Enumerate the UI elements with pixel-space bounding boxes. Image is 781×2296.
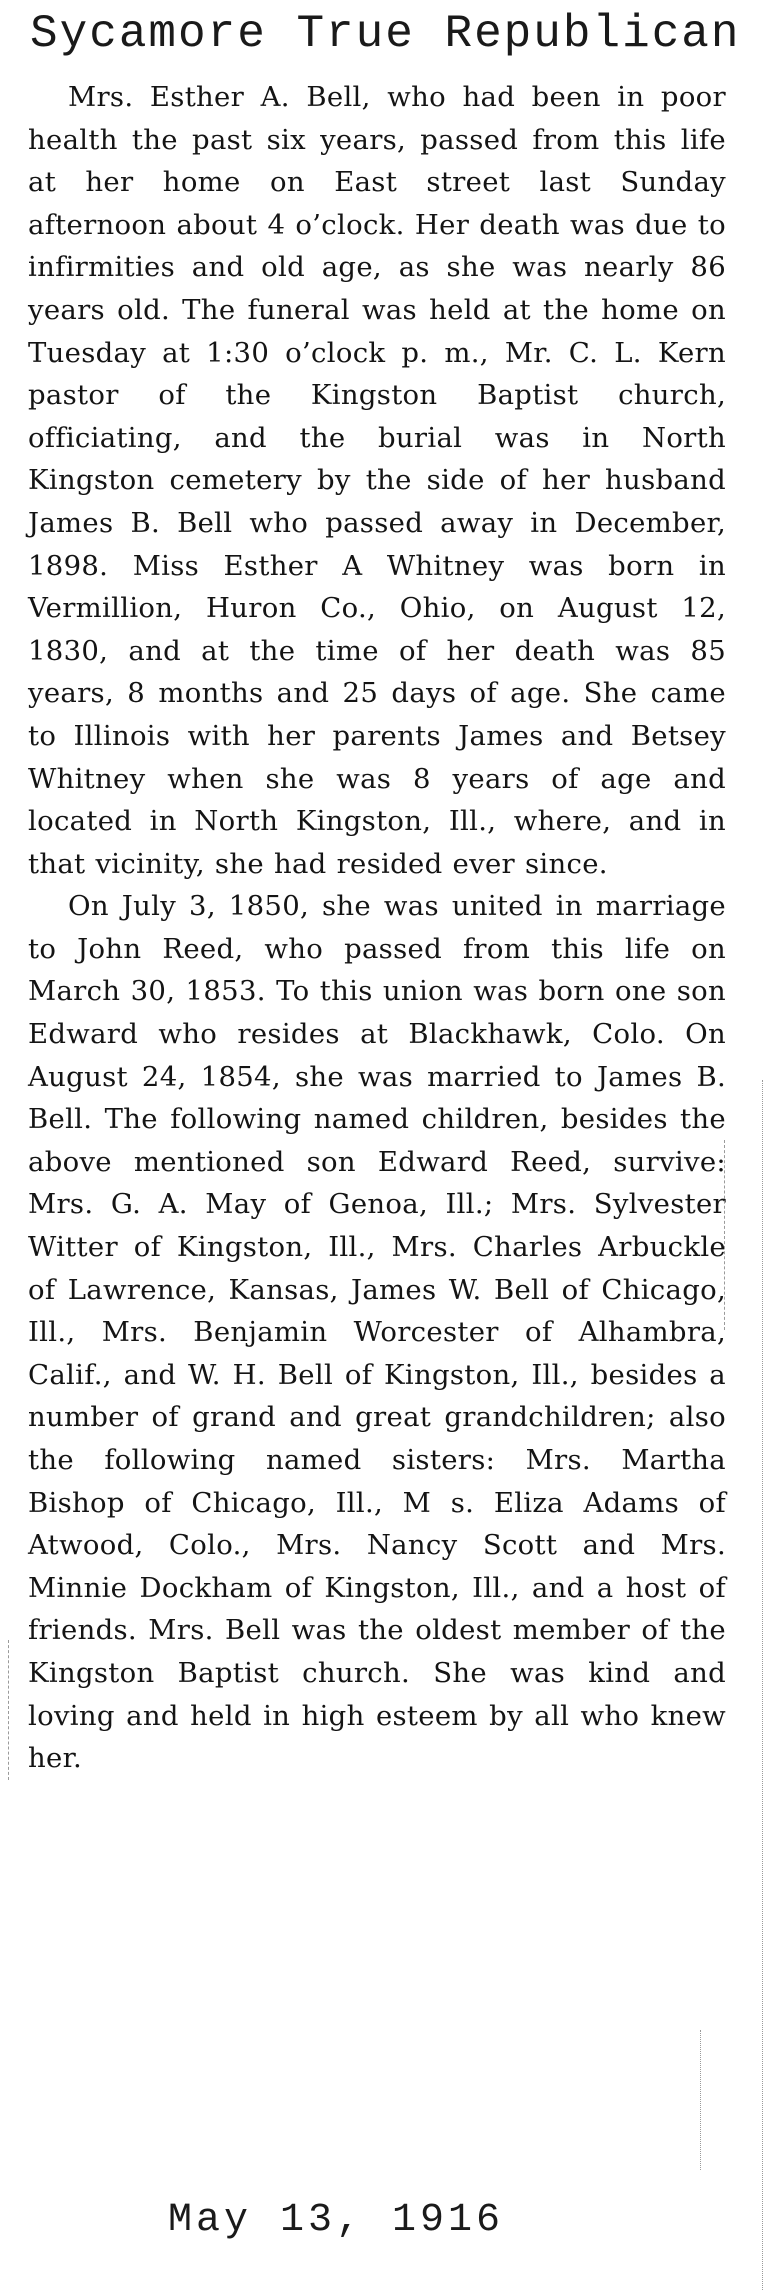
column-rule	[724, 1140, 725, 1330]
newspaper-masthead: Sycamore True Republican	[30, 8, 741, 60]
obituary-article	[28, 76, 726, 1780]
column-rule	[8, 1640, 9, 1780]
article-paragraph-2: On July 3, 1850, she was united in marriage to John Reed, who passed from this life on March 30, 1853. To this union was born one son Edward who resides at Blackhawk, Colo. On August 24, 1854, she was married to James B. Bell. The following named children, besides the above mentioned son Edward Reed, survive: Mrs. G. A. May of Genoa, Ill.; Mrs. Sylvester Witter of Kingston, Ill., Mrs. Charles Arbuckle of Lawrence, Kansas, James W. Bell of Chicago, Ill., Mrs. Benjamin Worcester of Alhambra, Calif., and W. H. Bell of Kingston, Ill., besides a number of grand and great grandchildren; also the following named sisters: Mrs. Martha Bishop of Chicago, Ill., M s. Eliza Adams of Atwood, Colo., Mrs. Nancy Scott and Mrs. Minnie Dockham of Kingston, Ill., and a host of friends. Mrs. Bell was the oldest member of the Kingston Baptist church. She was kind and loving and held in high esteem by all who knew her.	[28, 890, 726, 1775]
column-rule	[762, 1080, 763, 2290]
article-paragraph-1: Mrs. Esther A. Bell, who had been in poor health the past six years, passed from this life at her home on East street last Sunday afternoon about 4 o’clock. Her death was due to infirmities and old age, as she was nearly 86 years old. The funeral was held at the home on Tuesday at 1:30 o’clock p. m., Mr. C. L. Kern pastor of the Kingston Baptist church, officiating, and the burial was in North Kingston cemetery by the side of her husband James B. Bell who passed away in December, 1898. Miss Esther A Whitney was born in Vermillion, Huron Co., Ohio, on August 12, 1830, and at the time of her death was 85 years, 8 months and 25 days of age. She came to Illinois with her parents James and Betsey Whitney when she was 8 years of age and located in North Kingston, Ill., where, and in that vicinity, she had resided ever since.	[28, 81, 726, 880]
column-rule	[700, 2030, 701, 2170]
publication-date: May 13, 1916	[168, 2198, 505, 2243]
